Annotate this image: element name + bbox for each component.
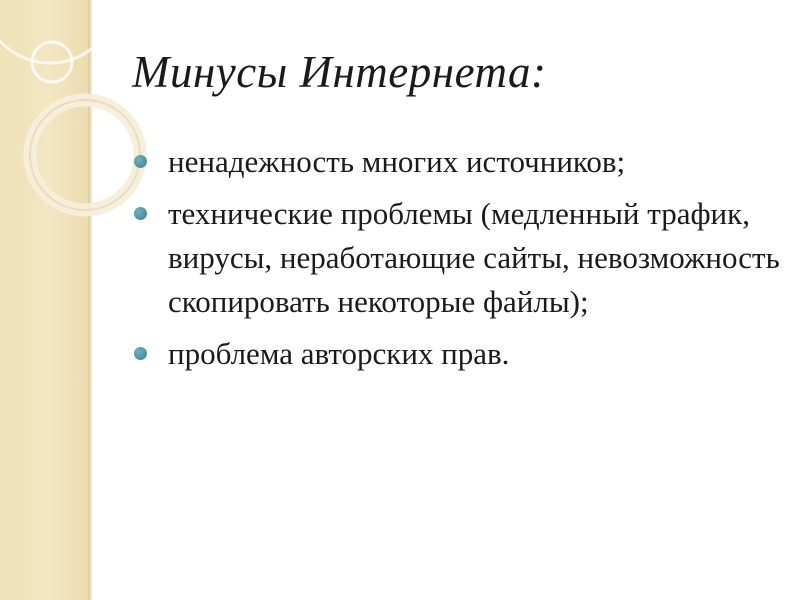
slide-title: Минусы Интернета: xyxy=(132,47,547,97)
bullet-item xyxy=(134,332,784,376)
bullet-item xyxy=(134,140,784,184)
bullet-dot-icon xyxy=(134,347,147,360)
bullet-dot-icon xyxy=(134,207,147,220)
bullet-text: технические проблемы (медленный трафик, вирусы, неработающие сайты, невозможность скопировать некоторые файлы); xyxy=(168,196,780,319)
bullet-list xyxy=(134,140,784,384)
bullet-text: проблема авторских прав. xyxy=(168,336,510,371)
bullet-dot-icon xyxy=(134,155,147,168)
bullet-item xyxy=(134,192,784,324)
bullet-text: ненадежность многих источников; xyxy=(168,144,626,179)
